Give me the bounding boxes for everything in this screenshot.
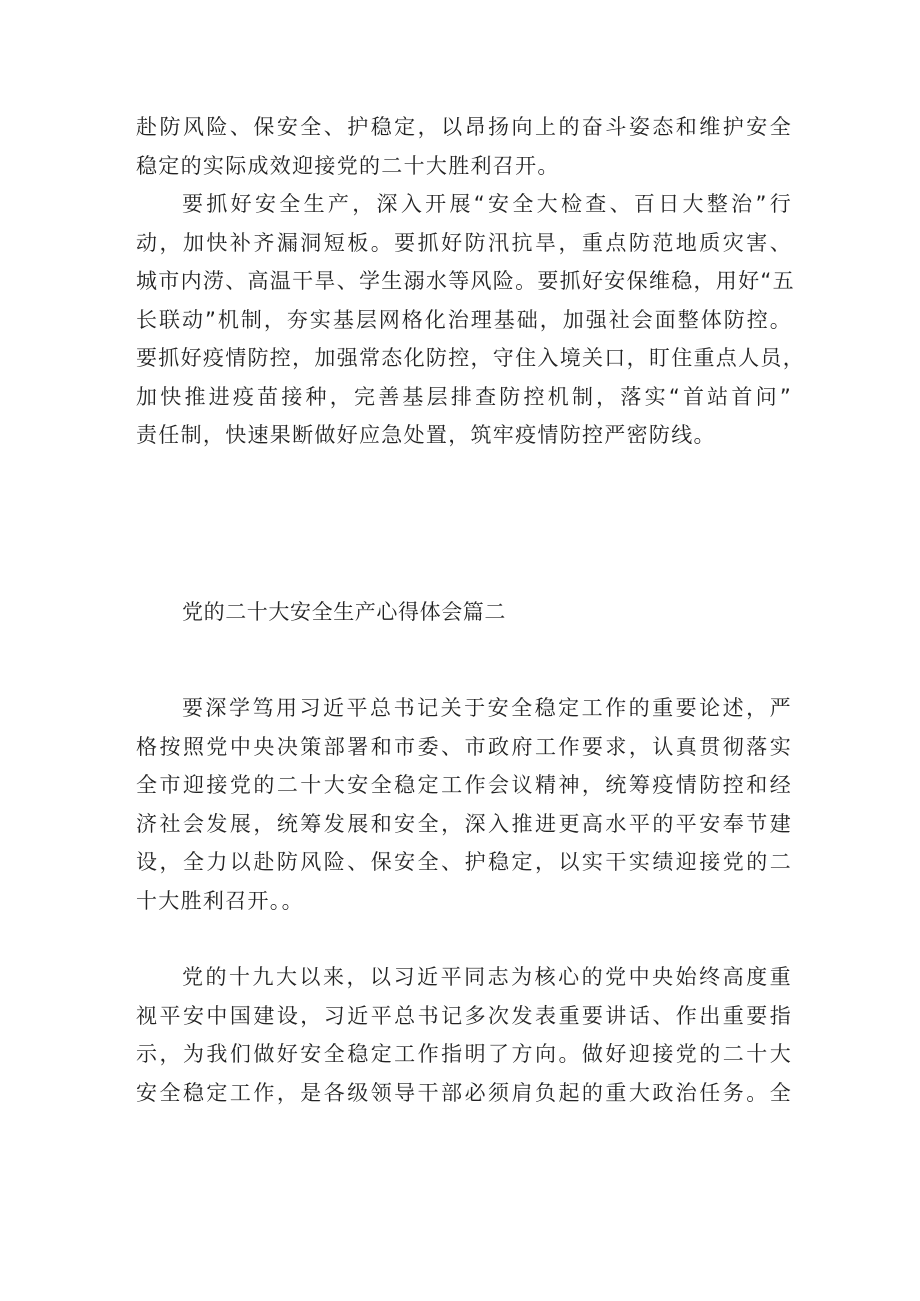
text-line: 要抓好安全生产，深入开展“安全大检查、百日大整治”行: [182, 192, 792, 216]
text-line: 格按照党中央决策部署和市委、市政府工作要求，认真贯彻落实: [136, 734, 792, 759]
text-line: 城市内涝、高温干旱、学生溺水等风险。要抓好安保维稳，用好“五: [136, 269, 795, 293]
text-line: 视平安中国建设，习近平总书记多次发表重要讲话、作出重要指: [136, 1003, 792, 1028]
text-line: 安全稳定工作，是各级领导干部必须肩负起的重大政治任务。全: [136, 1080, 792, 1105]
text-line: 要抓好疫情防控，加强常态化防控，守住入境关口，盯住重点人员，: [136, 346, 805, 370]
text-line: 稳定的实际成效迎接党的二十大胜利召开。: [136, 153, 560, 178]
paragraph-safety-tasks: [136, 185, 805, 455]
text-line: 动，加快补齐漏洞短板。要抓好防汛抗旱，重点防范地质灾害、: [136, 230, 792, 255]
text-line: 设，全力以赴防风险、保安全、护稳定，以实干实绩迎接党的二: [136, 850, 792, 874]
text-line: 长联动”机制，夯实基层网格化治理基础，加强社会面整体防控。: [136, 307, 792, 332]
text-line: 全市迎接党的二十大安全稳定工作会议精神，统筹疫情防控和经: [136, 773, 792, 797]
paragraph-party-congress: [136, 958, 792, 1112]
section-heading: 党的二十大安全生产心得体会篇二: [182, 600, 506, 624]
text-line: 济社会发展，统筹发展和安全，深入推进更高水平的平安奉节建: [136, 811, 792, 836]
text-line: 责任制，快速果断做好应急处置，筑牢疫情防控严密防线。: [136, 423, 716, 447]
text-line: 要深学笃用习近平总书记关于安全稳定工作的重要论述，严: [182, 696, 792, 720]
text-line: 加快推进疫苗接种，完善基层排查防控机制，落实“首站首问”: [136, 384, 792, 409]
text-line: 十大胜利召开。。: [136, 888, 304, 913]
text-line: 党的十九大以来，以习近平同志为核心的党中央始终高度重: [182, 965, 792, 989]
text-line: 示，为我们做好安全稳定工作指明了方向。做好迎接党的二十大: [136, 1042, 792, 1066]
text-line: 赴防风险、保安全、护稳定，以昂扬向上的奋斗姿态和维护安全: [136, 115, 792, 139]
paragraph-continuation: [136, 108, 792, 185]
paragraph-study-implementation: [136, 689, 792, 920]
